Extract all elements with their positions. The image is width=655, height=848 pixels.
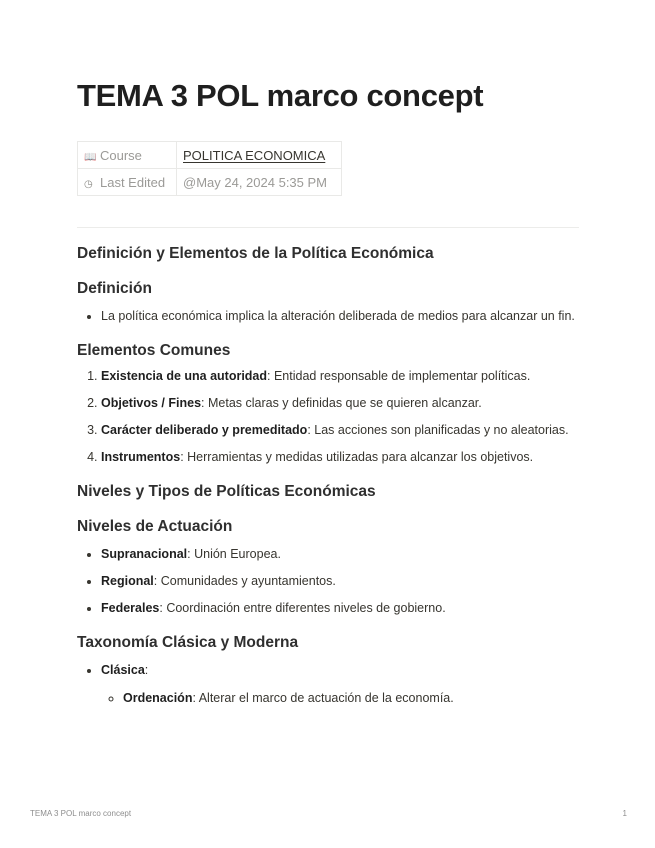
elementos-list	[77, 367, 579, 467]
heading-taxonomia: Taxonomía Clásica y Moderna	[77, 634, 299, 651]
heading-elementos: Elementos Comunes	[77, 342, 231, 359]
clock-icon: ◷	[84, 178, 93, 190]
niveles-list	[77, 545, 579, 618]
list-item: • Regional: Comunidades y ayuntamientos.	[101, 572, 579, 591]
content	[77, 244, 579, 708]
list-item: 3. Carácter deliberado y premeditado: Las acciones son planificadas y no aleatorias.	[101, 421, 579, 440]
property-value: @May 24, 2024 5:35 PM	[177, 169, 342, 196]
heading-def-elementos: Definición y Elementos de la Política Económica	[77, 245, 434, 262]
list-item: • Supranacional: Unión Europea.	[101, 545, 579, 564]
book-icon: 📖	[84, 151, 97, 163]
list-item: ◦ Ordenación: Alterar el marco de actuación de la economía.	[123, 689, 579, 708]
property-value[interactable]	[177, 142, 342, 169]
property-key: 📖 Course	[78, 142, 177, 169]
footer-title: TEMA 3 POL marco concept	[30, 809, 132, 818]
property-row-course	[78, 142, 342, 169]
heading-definicion: Definición	[77, 280, 152, 297]
page-number: 1	[622, 809, 627, 818]
heading-niveles: Niveles de Actuación	[77, 518, 233, 535]
heading-niveles-tipos: Niveles y Tipos de Políticas Económicas	[77, 483, 376, 500]
definicion-list	[77, 307, 579, 326]
property-row-last-edited	[78, 169, 342, 196]
course-link[interactable]: POLITICA ECONOMICA	[183, 147, 326, 163]
list-item: 2. Objetivos / Fines: Metas claras y definidas que se quieren alcanzar.	[101, 394, 579, 413]
divider	[77, 227, 579, 228]
page-title: TEMA 3 POL marco concept	[77, 78, 484, 113]
clasica-sublist	[101, 689, 579, 708]
list-item: 1. Existencia de una autoridad: Entidad responsable de implementar políticas.	[101, 367, 579, 386]
list-item: • Clásica: ◦ Ordenación: Alterar el marco de actuación de la economía.	[101, 661, 579, 708]
list-item: • Federales: Coordinación entre diferentes niveles de gobierno.	[101, 599, 579, 618]
list-item: 4. Instrumentos: Herramientas y medidas utilizadas para alcanzar los objetivos.	[101, 448, 579, 467]
list-item: • La política económica implica la alteración deliberada de medios para alcanzar un fin.	[101, 307, 579, 326]
properties-table	[77, 141, 342, 196]
property-key: ◷ Last Edited	[78, 169, 177, 196]
taxonomia-list	[77, 661, 579, 708]
